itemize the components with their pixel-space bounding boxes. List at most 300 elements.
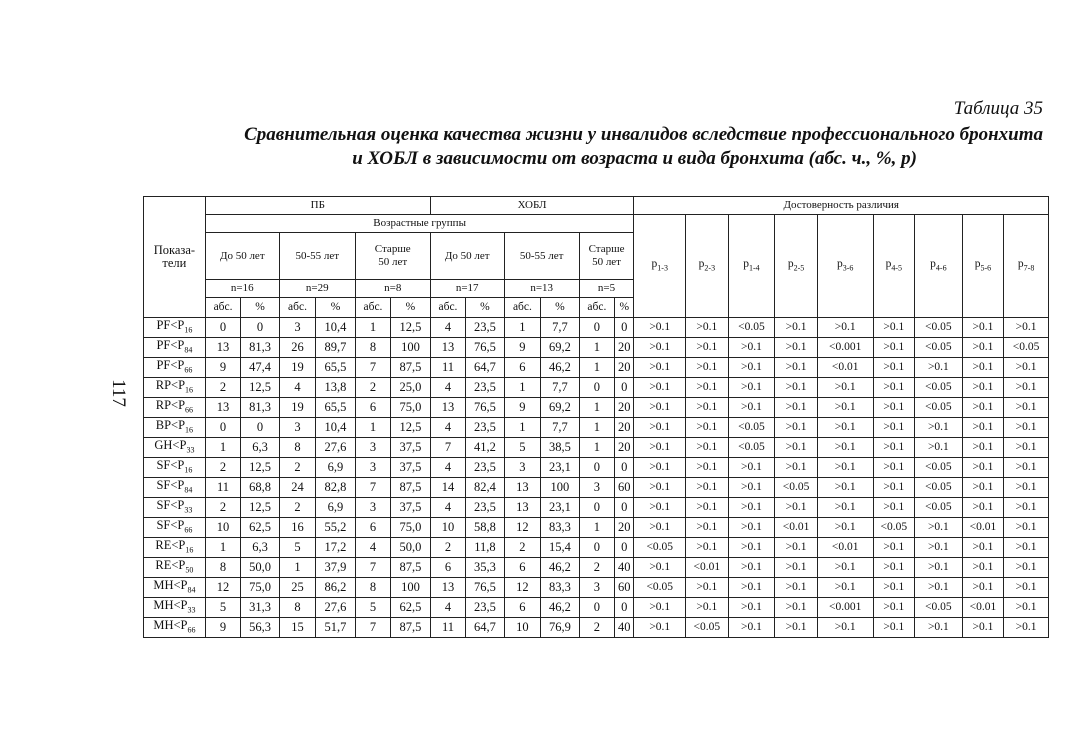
abs-value-cell: 3 [279, 318, 315, 338]
pct-value-cell: 75,0 [241, 578, 280, 598]
p-value-cell: >0.1 [634, 598, 686, 618]
p-value-cell: >0.1 [686, 578, 729, 598]
pct-value-cell: 83,3 [541, 578, 580, 598]
abs-value-cell: 5 [205, 598, 240, 618]
p-value-cell: >0.1 [962, 418, 1004, 438]
p-value-cell: >0.1 [817, 498, 873, 518]
pct-value-cell: 0 [615, 458, 634, 478]
abs-value-cell: 7 [430, 438, 465, 458]
p-value-cell: <0.05 [915, 398, 963, 418]
abs-value-cell: 9 [205, 358, 240, 378]
pct-value-cell: 60 [615, 578, 634, 598]
p-value-cell: >0.1 [873, 398, 915, 418]
p-value-cell: >0.1 [728, 518, 775, 538]
p-value-cell: >0.1 [1004, 618, 1049, 638]
p-value-cell: <0.05 [728, 318, 775, 338]
pct-value-cell: 0 [615, 598, 634, 618]
abs-value-cell: 7 [355, 478, 390, 498]
abs-value-cell: 6 [430, 558, 465, 578]
pct-value-cell: 82,8 [316, 478, 356, 498]
p-header-4: $p_{2-5}$ [775, 215, 818, 318]
abs-value-cell: 6 [504, 558, 540, 578]
p-value-cell: >0.1 [1004, 598, 1049, 618]
pct-value-cell: 23,5 [466, 418, 505, 438]
group-n-1: n=16 [205, 280, 279, 298]
pct-value-cell: 7,7 [541, 418, 580, 438]
table-row [144, 378, 1049, 398]
pct-value-cell: 65,5 [316, 358, 356, 378]
abs-value-cell: 15 [279, 618, 315, 638]
abs-value-cell: 1 [579, 438, 614, 458]
abs-value-cell: 4 [430, 418, 465, 438]
pct-value-cell: 10,4 [316, 418, 356, 438]
pct-value-cell: 64,7 [466, 358, 505, 378]
p-value-cell: <0.01 [817, 358, 873, 378]
p-value-cell: <0.01 [686, 558, 729, 578]
p-value-cell: <0.05 [873, 518, 915, 538]
abs-value-cell: 7 [355, 358, 390, 378]
pct-value-cell: 0 [615, 378, 634, 398]
group-n-5: n=13 [504, 280, 579, 298]
abs-value-cell: 5 [279, 538, 315, 558]
pct-value-cell: 56,3 [241, 618, 280, 638]
age-group-header-4: До 50 лет [430, 233, 504, 280]
p-value-cell: >0.1 [915, 578, 963, 598]
p-value-cell: <0.001 [817, 598, 873, 618]
p-value-cell: >0.1 [728, 558, 775, 578]
pct-value-cell: 12,5 [241, 458, 280, 478]
p-value-cell: >0.1 [817, 438, 873, 458]
abs-value-cell: 1 [355, 418, 390, 438]
p-value-cell: >0.1 [817, 458, 873, 478]
abs-value-cell: 1 [205, 538, 240, 558]
pct-header: % [241, 298, 280, 318]
age-group-header-6: Старше 50 лет [579, 233, 634, 280]
pct-value-cell: 12,5 [241, 498, 280, 518]
indicator-cell: $BP<P_{16}$ [144, 418, 206, 438]
abs-value-cell: 13 [504, 478, 540, 498]
abs-value-cell: 3 [279, 418, 315, 438]
abs-value-cell: 25 [279, 578, 315, 598]
p-value-cell: >0.1 [686, 378, 729, 398]
p-value-cell: >0.1 [686, 338, 729, 358]
pct-value-cell: 0 [615, 538, 634, 558]
p-value-cell: >0.1 [634, 558, 686, 578]
p-value-cell: <0.05 [915, 598, 963, 618]
abs-value-cell: 0 [579, 538, 614, 558]
abs-value-cell: 6 [504, 598, 540, 618]
pct-value-cell: 76,5 [466, 578, 505, 598]
p-value-cell: >0.1 [775, 358, 818, 378]
pct-value-cell: 69,2 [541, 398, 580, 418]
pct-value-cell: 60 [615, 478, 634, 498]
abs-value-cell: 10 [205, 518, 240, 538]
table-row [144, 518, 1049, 538]
p-value-cell: >0.1 [775, 418, 818, 438]
p-header-8: $p_{5-6}$ [962, 215, 1004, 318]
abs-value-cell: 1 [579, 398, 614, 418]
pct-value-cell: 31,3 [241, 598, 280, 618]
p-value-cell: >0.1 [686, 498, 729, 518]
p-value-cell: >0.1 [962, 318, 1004, 338]
pct-value-cell: 0 [615, 318, 634, 338]
p-value-cell: >0.1 [962, 398, 1004, 418]
p-value-cell: <0.01 [817, 538, 873, 558]
table-row [144, 598, 1049, 618]
p-value-cell: >0.1 [775, 378, 818, 398]
abs-header: абс. [430, 298, 465, 318]
pct-value-cell: 23,1 [541, 458, 580, 478]
abs-value-cell: 10 [504, 618, 540, 638]
pct-value-cell: 47,4 [241, 358, 280, 378]
p-value-cell: >0.1 [634, 378, 686, 398]
abs-value-cell: 19 [279, 398, 315, 418]
pct-value-cell: 82,4 [466, 478, 505, 498]
pct-value-cell: 11,8 [466, 538, 505, 558]
p-header-5: $p_{3-6}$ [817, 215, 873, 318]
pct-value-cell: 23,5 [466, 318, 505, 338]
table-row [144, 478, 1049, 498]
abs-value-cell: 10 [430, 518, 465, 538]
p-value-cell: >0.1 [962, 458, 1004, 478]
pct-value-cell: 81,3 [241, 398, 280, 418]
table-row [144, 498, 1049, 518]
pct-header: % [541, 298, 580, 318]
pct-value-cell: 51,7 [316, 618, 356, 638]
p-value-cell: >0.1 [1004, 558, 1049, 578]
abs-value-cell: 1 [579, 418, 614, 438]
abs-value-cell: 14 [430, 478, 465, 498]
abs-value-cell: 6 [355, 398, 390, 418]
pct-value-cell: 58,8 [466, 518, 505, 538]
p-value-cell: >0.1 [634, 418, 686, 438]
pct-value-cell: 76,5 [466, 398, 505, 418]
p-value-cell: >0.1 [915, 438, 963, 458]
p-value-cell: >0.1 [873, 498, 915, 518]
table-row [144, 338, 1049, 358]
p-value-cell: >0.1 [1004, 378, 1049, 398]
table-row [144, 318, 1049, 338]
group-n-2: n=29 [279, 280, 355, 298]
abs-value-cell: 4 [430, 378, 465, 398]
p-header-7: $p_{4-6}$ [915, 215, 963, 318]
p-value-cell: >0.1 [728, 498, 775, 518]
p-header-6: $p_{4-5}$ [873, 215, 915, 318]
pct-value-cell: 68,8 [241, 478, 280, 498]
p-value-cell: >0.1 [817, 378, 873, 398]
p-value-cell: >0.1 [775, 558, 818, 578]
abs-value-cell: 1 [579, 338, 614, 358]
table-row [144, 618, 1049, 638]
indicator-cell: $MH<P_{33}$ [144, 598, 206, 618]
indicator-cell: $SF<P_{84}$ [144, 478, 206, 498]
pct-value-cell: 25,0 [391, 378, 431, 398]
abs-value-cell: 3 [355, 458, 390, 478]
p-value-cell: >0.1 [728, 398, 775, 418]
indicator-cell: $SF<P_{66}$ [144, 518, 206, 538]
age-groups-header: Возрастные группы [205, 215, 634, 233]
pct-header: % [466, 298, 505, 318]
p-value-cell: >0.1 [915, 358, 963, 378]
p-value-cell: >0.1 [962, 498, 1004, 518]
abs-value-cell: 0 [579, 498, 614, 518]
p-value-cell: >0.1 [915, 558, 963, 578]
p-value-cell: >0.1 [817, 398, 873, 418]
group-n-6: n=5 [579, 280, 634, 298]
table-title [120, 123, 1043, 171]
pct-value-cell: 0 [241, 418, 280, 438]
indicator-cell: $PF<P_{66}$ [144, 358, 206, 378]
pct-value-cell: 50,0 [241, 558, 280, 578]
pct-value-cell: 37,5 [391, 498, 431, 518]
age-group-header-2: 50-55 лет [279, 233, 355, 280]
pct-value-cell: 23,5 [466, 378, 505, 398]
pct-value-cell: 27,6 [316, 438, 356, 458]
abs-value-cell: 11 [205, 478, 240, 498]
pct-value-cell: 20 [615, 358, 634, 378]
abs-value-cell: 12 [504, 518, 540, 538]
abs-value-cell: 3 [355, 438, 390, 458]
pct-value-cell: 100 [391, 578, 431, 598]
p-value-cell: >0.1 [1004, 578, 1049, 598]
abs-value-cell: 2 [205, 458, 240, 478]
abs-value-cell: 2 [579, 558, 614, 578]
p-value-cell: >0.1 [775, 578, 818, 598]
indicator-cell: $GH<P_{33}$ [144, 438, 206, 458]
abs-value-cell: 0 [579, 598, 614, 618]
abs-value-cell: 2 [279, 498, 315, 518]
pb-header: ПБ [205, 197, 430, 215]
p-value-cell: >0.1 [962, 478, 1004, 498]
pct-header: % [391, 298, 431, 318]
table-row [144, 458, 1049, 478]
abs-value-cell: 9 [504, 338, 540, 358]
pct-value-cell: 76,5 [466, 338, 505, 358]
indicator-cell: $RP<P_{16}$ [144, 378, 206, 398]
pct-value-cell: 87,5 [391, 618, 431, 638]
p-value-cell: <0.05 [634, 538, 686, 558]
abs-value-cell: 4 [430, 458, 465, 478]
pct-value-cell: 6,3 [241, 538, 280, 558]
p-header-1: $p_{1-3}$ [634, 215, 686, 318]
p-value-cell: >0.1 [686, 318, 729, 338]
p-value-cell: >0.1 [728, 458, 775, 478]
p-value-cell: >0.1 [873, 438, 915, 458]
pct-value-cell: 89,7 [316, 338, 356, 358]
age-group-header-1: До 50 лет [205, 233, 279, 280]
abs-value-cell: 19 [279, 358, 315, 378]
abs-value-cell: 12 [205, 578, 240, 598]
indicator-cell: $PF<P_{84}$ [144, 338, 206, 358]
pct-value-cell: 100 [541, 478, 580, 498]
pct-value-cell: 20 [615, 398, 634, 418]
p-value-cell: >0.1 [962, 358, 1004, 378]
p-value-cell: >0.1 [915, 538, 963, 558]
p-value-cell: >0.1 [1004, 458, 1049, 478]
abs-value-cell: 12 [504, 578, 540, 598]
p-value-cell: >0.1 [915, 618, 963, 638]
abs-value-cell: 13 [430, 578, 465, 598]
abs-value-cell: 13 [205, 398, 240, 418]
pct-header: % [316, 298, 356, 318]
p-value-cell: >0.1 [686, 538, 729, 558]
pct-value-cell: 75,0 [391, 398, 431, 418]
abs-value-cell: 1 [579, 358, 614, 378]
pct-header: % [615, 298, 634, 318]
p-value-cell: >0.1 [728, 358, 775, 378]
p-value-cell: >0.1 [1004, 498, 1049, 518]
p-value-cell: >0.1 [817, 418, 873, 438]
p-value-cell: >0.1 [962, 538, 1004, 558]
pct-value-cell: 12,5 [241, 378, 280, 398]
pct-value-cell: 0 [241, 318, 280, 338]
p-value-cell: <0.05 [728, 438, 775, 458]
abs-value-cell: 1 [504, 418, 540, 438]
p-value-cell: >0.1 [634, 458, 686, 478]
table-row [144, 538, 1049, 558]
pct-value-cell: 50,0 [391, 538, 431, 558]
indicators-header: Показа- тели [144, 197, 206, 318]
indicator-cell: $RE<P_{50}$ [144, 558, 206, 578]
p-value-cell: <0.05 [775, 478, 818, 498]
abs-value-cell: 8 [205, 558, 240, 578]
p-value-cell: >0.1 [634, 518, 686, 538]
abs-value-cell: 2 [205, 378, 240, 398]
table-title-line-1: Сравнительная оценка качества жизни у инвалидов вследствие профессионального бронхита [244, 124, 1043, 145]
p-value-cell: >0.1 [686, 418, 729, 438]
p-value-cell: >0.1 [873, 458, 915, 478]
pct-value-cell: 41,2 [466, 438, 505, 458]
indicator-cell: $MH<P_{84}$ [144, 578, 206, 598]
abs-value-cell: 4 [279, 378, 315, 398]
pct-value-cell: 20 [615, 518, 634, 538]
p-value-cell: >0.1 [1004, 438, 1049, 458]
p-value-cell: >0.1 [817, 518, 873, 538]
p-value-cell: >0.1 [634, 358, 686, 378]
abs-value-cell: 3 [579, 478, 614, 498]
p-value-cell: <0.05 [915, 318, 963, 338]
abs-header: абс. [279, 298, 315, 318]
age-group-header-3: Старше 50 лет [355, 233, 430, 280]
p-value-cell: >0.1 [728, 598, 775, 618]
page-number: 117 [107, 379, 129, 407]
abs-value-cell: 0 [579, 458, 614, 478]
pct-value-cell: 6,9 [316, 458, 356, 478]
p-value-cell: <0.05 [915, 338, 963, 358]
p-value-cell: <0.01 [775, 518, 818, 538]
p-value-cell: >0.1 [962, 438, 1004, 458]
abs-value-cell: 9 [205, 618, 240, 638]
p-value-cell: >0.1 [873, 538, 915, 558]
pct-value-cell: 23,5 [466, 498, 505, 518]
abs-value-cell: 2 [355, 378, 390, 398]
pct-value-cell: 23,5 [466, 458, 505, 478]
pct-value-cell: 20 [615, 418, 634, 438]
pct-value-cell: 62,5 [241, 518, 280, 538]
pct-value-cell: 55,2 [316, 518, 356, 538]
quality-of-life-table [143, 196, 1049, 638]
p-header-9: $p_{7-8}$ [1004, 215, 1049, 318]
abs-value-cell: 0 [579, 318, 614, 338]
pct-value-cell: 86,2 [316, 578, 356, 598]
p-value-cell: >0.1 [1004, 398, 1049, 418]
pct-value-cell: 62,5 [391, 598, 431, 618]
p-value-cell: >0.1 [775, 498, 818, 518]
p-value-cell: >0.1 [728, 578, 775, 598]
pct-value-cell: 46,2 [541, 358, 580, 378]
abs-value-cell: 7 [355, 618, 390, 638]
p-value-cell: >0.1 [634, 618, 686, 638]
pct-value-cell: 87,5 [391, 358, 431, 378]
abs-value-cell: 0 [205, 418, 240, 438]
p-value-cell: >0.1 [728, 338, 775, 358]
p-value-cell: >0.1 [1004, 518, 1049, 538]
table-title-line-2: и ХОБЛ в зависимости от возраста и вида бронхита (абс. ч., %, р) [352, 148, 917, 169]
p-value-cell: >0.1 [728, 478, 775, 498]
p-value-cell: <0.05 [634, 578, 686, 598]
abs-value-cell: 1 [205, 438, 240, 458]
pct-value-cell: 46,2 [541, 558, 580, 578]
pct-value-cell: 37,9 [316, 558, 356, 578]
table-row [144, 438, 1049, 458]
abs-value-cell: 1 [355, 318, 390, 338]
pct-value-cell: 27,6 [316, 598, 356, 618]
p-value-cell: <0.05 [915, 498, 963, 518]
abs-value-cell: 13 [205, 338, 240, 358]
pct-value-cell: 37,5 [391, 458, 431, 478]
p-value-cell: >0.1 [686, 458, 729, 478]
abs-header: абс. [504, 298, 540, 318]
pct-value-cell: 7,7 [541, 318, 580, 338]
abs-value-cell: 8 [355, 578, 390, 598]
abs-value-cell: 5 [355, 598, 390, 618]
table-body [144, 318, 1049, 638]
significance-header: Достоверность различия [634, 197, 1049, 215]
pct-value-cell: 40 [615, 558, 634, 578]
abs-value-cell: 13 [504, 498, 540, 518]
indicator-cell: $PF<P_{16}$ [144, 318, 206, 338]
p-value-cell: >0.1 [686, 598, 729, 618]
p-value-cell: >0.1 [817, 318, 873, 338]
p-value-cell: >0.1 [634, 318, 686, 338]
pct-value-cell: 15,4 [541, 538, 580, 558]
table-number: Таблица 35 [953, 98, 1043, 119]
p-value-cell: >0.1 [817, 478, 873, 498]
pct-value-cell: 35,3 [466, 558, 505, 578]
abs-header: абс. [579, 298, 614, 318]
pct-value-cell: 6,9 [316, 498, 356, 518]
p-value-cell: >0.1 [775, 598, 818, 618]
abs-value-cell: 1 [504, 318, 540, 338]
abs-value-cell: 4 [430, 598, 465, 618]
p-value-cell: >0.1 [962, 578, 1004, 598]
pct-value-cell: 46,2 [541, 598, 580, 618]
p-value-cell: >0.1 [1004, 318, 1049, 338]
abs-value-cell: 11 [430, 618, 465, 638]
p-value-cell: <0.05 [1004, 338, 1049, 358]
p-value-cell: >0.1 [873, 578, 915, 598]
p-value-cell: >0.1 [634, 338, 686, 358]
p-value-cell: >0.1 [962, 378, 1004, 398]
p-value-cell: >0.1 [634, 498, 686, 518]
abs-value-cell: 2 [504, 538, 540, 558]
p-value-cell: >0.1 [1004, 538, 1049, 558]
pct-value-cell: 76,9 [541, 618, 580, 638]
pct-value-cell: 38,5 [541, 438, 580, 458]
p-value-cell: >0.1 [728, 378, 775, 398]
pct-value-cell: 100 [391, 338, 431, 358]
abs-value-cell: 5 [504, 438, 540, 458]
